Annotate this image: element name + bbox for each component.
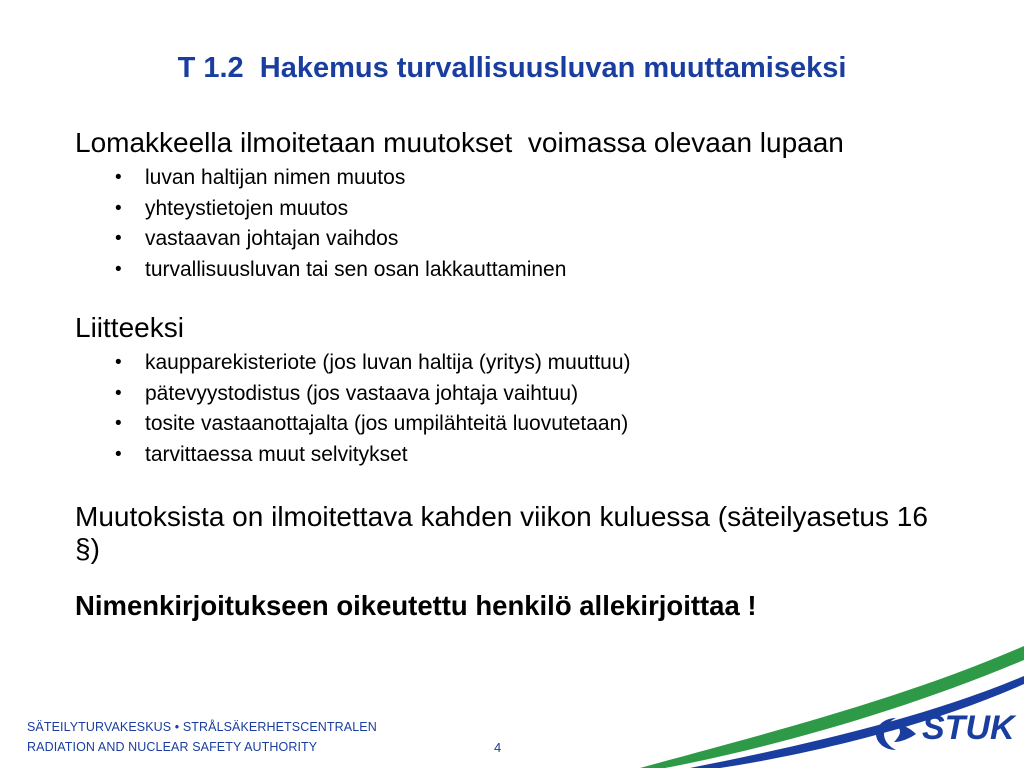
bullet-icon: • [115,167,122,188]
bullet-icon: • [115,382,122,404]
bullet-icon: • [115,413,122,434]
bullet-item: • luvan haltijan nimen muutos [75,163,955,194]
stuk-logo-text: STUK [922,709,1015,747]
bullet-item: • turvallisuusluvan tai sen osan lakkauttaminen [75,255,955,286]
footer-org-line-1: SÄTEILYTURVAKESKUS • STRÅLSÄKERHETSCENTRALEN [27,720,377,734]
slide-title: T 1.2 Hakemus turvallisuusluvan muuttamiseksi [177,52,847,84]
deadline-note: Muutoksista on ilmoitettava kahden viikon kuluessa (säteilyasetus 16 §) [75,501,936,564]
bullet-icon: • [115,443,122,465]
bullet-item: • tosite vastaanottajalta (jos umpilähteitä luovutetaan) [75,409,955,440]
section-heading-attachments: Liitteeksi [75,312,184,343]
stuk-logo-icon [872,714,920,754]
bullet-icon: • [115,258,122,280]
bullet-item: • pätevyystodistus (jos vastaava johtaja vaihtuu) [75,379,955,410]
signature-emphasis: Nimenkirjoitukseen oikeutettu henkilö allekirjoittaa ! [75,590,757,621]
bullet-icon: • [115,228,122,249]
section-heading-changes: Lomakkeella ilmoitetaan muutokset voimassa olevaan lupaan [75,127,844,158]
bullet-item: • kaupparekisteriote (jos luvan haltija (yritys) muuttuu) [75,348,955,379]
page-number: 4 [494,740,502,755]
bullet-item: • vastaavan johtajan vaihdos [75,224,955,255]
bullet-item: • tarvittaessa muut selvitykset [75,440,955,471]
footer-org-line-2: RADIATION AND NUCLEAR SAFETY AUTHORITY [27,740,318,754]
bullet-item: • yhteystietojen muutos [75,194,955,225]
bullet-icon: • [115,352,122,373]
bullet-icon: • [115,197,122,219]
swoosh-green-band [640,646,1024,768]
